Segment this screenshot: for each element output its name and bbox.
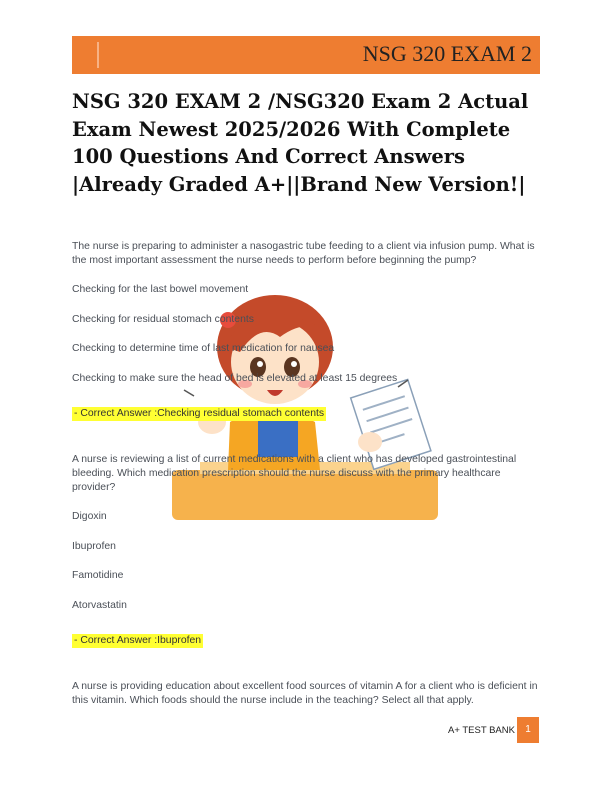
answer-option: Checking to determine time of last medication for nausea xyxy=(72,343,335,354)
header-divider xyxy=(97,42,99,68)
question-text: A nurse is providing education about excellent food sources of vitamin A for a client who is deficient in this vitamin. Which foods should the nurse include in the teaching? Select all that apply. xyxy=(72,681,538,706)
answer-option: Digoxin xyxy=(72,511,107,522)
answer-option: Atorvastatin xyxy=(72,599,127,611)
document-title: NSG 320 EXAM 2 /NSG320 Exam 2 Actual Exam Newest 2025/2026 With Complete 100 Questions And Correct Answers |Already Graded A+||Brand New Version!| xyxy=(72,90,529,196)
footer-label: A+ TEST BANK xyxy=(448,725,515,736)
header-title: NSG 320 EXAM 2 xyxy=(362,41,532,66)
exam-content xyxy=(72,240,542,723)
header-bar xyxy=(72,36,540,74)
answer-option: Ibuprofen xyxy=(72,540,116,552)
correct-answer: - Correct Answer :Checking residual stomach contents xyxy=(74,408,325,419)
question-text: A nurse is reviewing a list of current medications with a client who has developed gastrointestinal bleeding. Which medication prescription should the nurse discuss with the primary healthcare provider? xyxy=(72,454,517,493)
answer-option: Checking to make sure the head of bed is elevated at least 15 degrees xyxy=(72,372,398,384)
answer-option: Famotidine xyxy=(72,570,124,581)
answer-option: Checking for the last bowel movement xyxy=(72,284,249,295)
correct-answer: - Correct Answer :Ibuprofen xyxy=(74,635,202,646)
answer-option: Checking for residual stomach contents xyxy=(72,313,254,325)
page-number: 1 xyxy=(517,717,539,743)
question-text: The nurse is preparing to administer a nasogastric tube feeding to a client via infusion pump. What is the most important assessment the nurse needs to perform before beginning the pump? xyxy=(72,241,535,266)
